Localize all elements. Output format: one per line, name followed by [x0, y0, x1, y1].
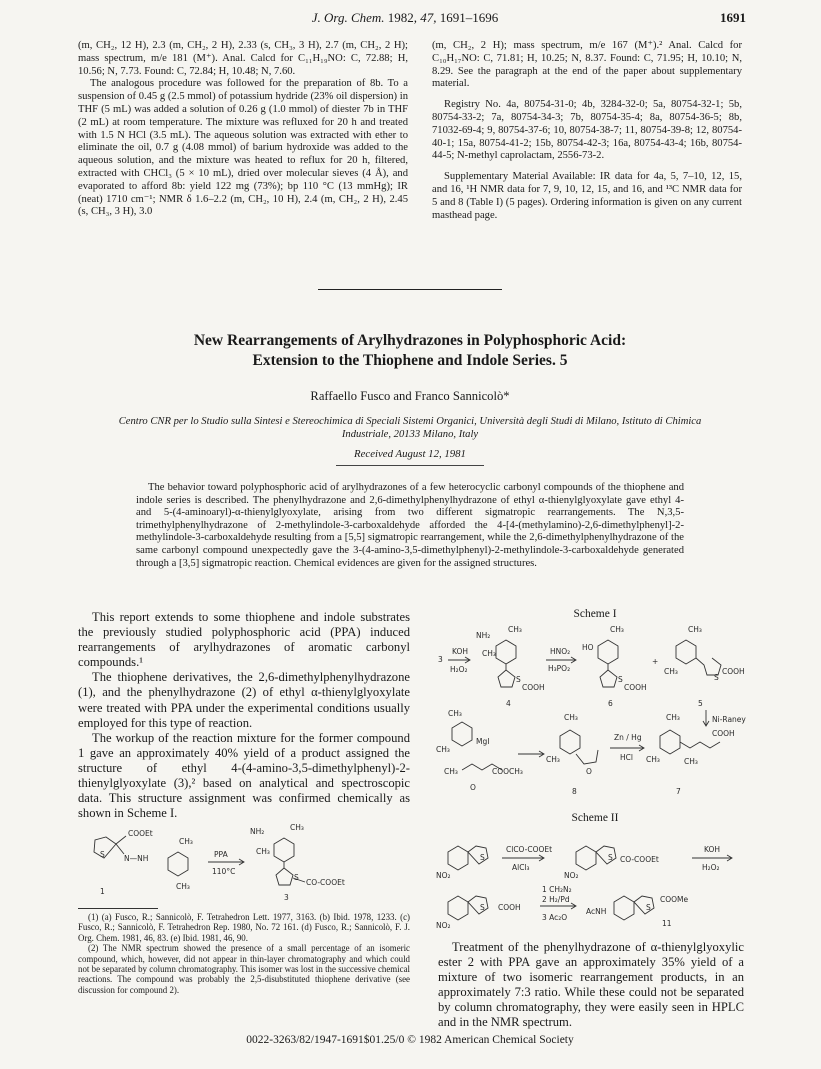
svg-text:COOH: COOH: [624, 683, 647, 692]
svg-text:3 Ac₂O: 3 Ac₂O: [542, 913, 568, 922]
svg-text:KOH: KOH: [452, 647, 469, 656]
thiophene-ring: [498, 664, 515, 687]
svg-text:CO-COOEt: CO-COOEt: [620, 855, 659, 864]
benzene-ring: [576, 846, 596, 870]
article-title: [60, 331, 760, 371]
thiophene-ring: [634, 896, 654, 914]
svg-text:HCl: HCl: [620, 753, 633, 762]
svg-text:110°C: 110°C: [212, 867, 236, 876]
benzene-ring: [660, 730, 680, 754]
paragraph: The thiophene derivatives, the 2,6-dimethylphenylhydrazone (1), and the phenylhydrazone (2) of ethyl α-thienylglyoxylate were treated with PPA under the experimental conditions usually employed for this type of reaction.: [78, 670, 410, 730]
benzene-ring: [452, 722, 472, 746]
svg-text:Ni-Raney: Ni-Raney: [712, 715, 746, 724]
svg-text:6: 6: [608, 699, 613, 708]
journal-citation: J. Org. Chem. 1982, 47, 1691–1696: [311, 10, 499, 25]
svg-text:S: S: [608, 853, 613, 862]
scheme-2-diagram: [436, 830, 746, 930]
paragraph: The analogous procedure was followed for the preparation of 8b. To a suspension of 0.45 g (2.5 mmol) of potassium hydride (23% oil dispersion) in THF (5 mL) was added a solution of 0.26 g (1.0 mmol) of diester 7b in THF (2 mL) at room temperature. The mixture was refluxed for 20 h and treated with 1.5 N HCl (3.5 mL). The aqueous solution was extracted with ether to eliminate the oil, 0.7 g (4.08 mmol) of barium hydroxide was added to the aqueous solution, and the mixture was heated to reflux for 20 h, filtered, extracted with CHCl₃ (5 × 10 mL), dried over molecular sieves (4 Å), and evaporated to afford 8b: yield 122 mg (73%); bp 110 °C (13 mmHg); IR (neat) 1710 cm⁻¹; NMR δ 1.6–2.2 (m, CH₂, 10 H), 2.4 (m, CH₂, 2 H), 2.45 (s, CH₃, 3 H), 3.0: [78, 78, 408, 218]
footnote: (2) The NMR spectrum showed the presence of a small percentage of an isomeric compound, which, however, did not appear in thin-layer chromatography and which could not be separated by column chromatography. This isomer was lost in the successive chemical reactions. The compound was probably the 2,5-disubstituted thiophene derivative (see discussion for compound 2).: [78, 943, 410, 995]
chain-bond: [680, 742, 720, 748]
svg-text:NO₂: NO₂: [436, 921, 451, 930]
reaction-arrow: [208, 859, 244, 865]
reaction-arrow: [518, 751, 544, 757]
thiophene-ring: [468, 846, 488, 864]
benzene-ring: [496, 640, 516, 664]
benzene-ring: [274, 838, 294, 862]
scheme-1-diagram: [436, 624, 746, 802]
thiophene-ring: [276, 862, 293, 885]
svg-text:COOCH₃: COOCH₃: [492, 767, 523, 776]
svg-text:Zn / Hg: Zn / Hg: [614, 733, 642, 742]
svg-text:3: 3: [438, 655, 443, 664]
svg-text:CH₃: CH₃: [646, 755, 660, 764]
svg-text:4: 4: [506, 699, 511, 708]
thiophene-ring: [596, 846, 616, 864]
svg-text:CH₃: CH₃: [610, 625, 624, 634]
svg-text:O: O: [470, 783, 476, 792]
svg-text:ClCO-COOEt: ClCO-COOEt: [506, 845, 553, 854]
lactone-ring: [576, 750, 598, 764]
section-divider: [318, 289, 502, 290]
svg-text:8: 8: [572, 787, 577, 796]
bond: [116, 844, 124, 854]
svg-text:1 CH₂N₂: 1 CH₂N₂: [542, 885, 572, 894]
scheme-2-title: Scheme II: [571, 812, 619, 824]
svg-text:COOH: COOH: [498, 903, 521, 912]
body-left-column: [78, 610, 410, 821]
copyright-footer: 0022-3263/82/1947-1691$01.25/0 © 1982 American Chemical Society: [246, 1034, 574, 1046]
svg-text:S: S: [480, 903, 485, 912]
benzene-ring: [448, 896, 468, 920]
top-left-column: [78, 40, 408, 219]
benzene-ring: [614, 896, 634, 920]
svg-text:3: 3: [284, 893, 289, 902]
footnote-rule: [78, 908, 158, 909]
svg-text:NO₂: NO₂: [436, 871, 451, 880]
svg-text:S: S: [100, 850, 105, 859]
svg-text:S: S: [516, 675, 521, 684]
footnotes: [78, 912, 410, 995]
page-number: 1691: [720, 10, 746, 25]
reaction-arrow: [703, 710, 709, 726]
svg-text:1: 1: [100, 887, 105, 896]
svg-text:CH₃: CH₃: [564, 713, 578, 722]
svg-text:KOH: KOH: [704, 845, 721, 854]
svg-text:CO-COOEt: CO-COOEt: [306, 878, 345, 887]
svg-text:AcNH: AcNH: [586, 907, 607, 916]
authors: Raffaello Fusco and Franco Sannicolò*: [310, 389, 510, 403]
svg-text:CH₃: CH₃: [508, 625, 522, 634]
svg-text:COOH: COOH: [712, 729, 735, 738]
benzene-ring: [168, 852, 188, 876]
reaction-arrow: [546, 657, 576, 663]
svg-text:N—NH: N—NH: [124, 854, 149, 863]
svg-text:+: +: [652, 657, 659, 666]
svg-text:HO: HO: [582, 643, 594, 652]
paragraph: The workup of the reaction mixture for the former compound 1 gave an approximately 40% yield of a product assigned the structure of ethyl 4-(4-amino-3,5-dimethylphenyl)-2-thienylglyoxylate (3),² based on analytical and spectroscopic data. This structure assignment was confirmed chemically as shown in Scheme I.: [78, 730, 410, 821]
svg-text:CH₃: CH₃: [290, 823, 304, 832]
paragraph: (m, CH₂, 2 H); mass spectrum, m/e 167 (M⁺).² Anal. Calcd for C₁₀H₁₇NO: C, 71.81; H, 10.25; N, 8.37. Found: C, 71.95; H, 10.10; N, 8.29. See the paragraph at the end of the paper about supplementary material.: [432, 40, 742, 90]
svg-text:CH₃: CH₃: [436, 745, 450, 754]
benzene-ring: [448, 846, 468, 870]
paragraph: (m, CH₂, 12 H), 2.3 (m, CH₂, 2 H), 2.33 (s, CH₃, 3 H), 2.7 (m, CH₂, 2 H); mass spectrum, m/e 181 (M⁺). Anal. Calcd for C₁₁H₁₉NO: C, 72.88; H, 10.56; N, 7.73. Found: C, 72.84; H, 10.48; N, 7.60.: [78, 40, 408, 77]
registry-paragraph: Registry No. 4a, 80754-31-0; 4b, 3284-32-0; 5a, 80754-32-1; 5b, 80754-33-2; 7a, 80754-34-3; 7b, 80754-35-4; 8a, 80754-36-5; 8b, 71032-69-4; 9, 80754-37-6; 10, 80754-38-7; 11, 80754-39-8; 12, 80754-40-1; 15a, 80754-41-2; 15b, 80754-42-3; 16a, 80754-43-4; 16b, 80754-44-5; N-methyl caprolactam, 2556-73-2.: [432, 99, 742, 162]
svg-text:7: 7: [676, 787, 681, 796]
benzene-ring: [560, 730, 580, 754]
svg-text:NH₂: NH₂: [250, 827, 265, 836]
received-rule: [336, 465, 484, 466]
svg-text:CH₃: CH₃: [546, 755, 560, 764]
svg-text:S: S: [294, 873, 299, 882]
received-date: Received August 12, 1981: [354, 448, 466, 460]
reaction-arrow: [610, 745, 644, 751]
thiophene-ring: [600, 664, 617, 687]
svg-text:MgI: MgI: [476, 737, 490, 746]
thiophene-ring: [468, 896, 488, 914]
title-line: New Rearrangements of Arylhydrazones in Polyphosphoric Acid:: [193, 332, 627, 349]
svg-text:CH₃: CH₃: [444, 767, 458, 776]
svg-text:S: S: [480, 853, 485, 862]
scheme-1-title: Scheme I: [573, 608, 617, 620]
benzene-ring: [598, 640, 618, 664]
svg-text:O: O: [586, 767, 592, 776]
running-header: [64, 10, 746, 26]
svg-text:NH₂: NH₂: [476, 631, 491, 640]
svg-text:CH₃: CH₃: [684, 757, 698, 766]
svg-text:H₂O₂: H₂O₂: [702, 863, 720, 872]
svg-text:H₃PO₂: H₃PO₂: [548, 664, 571, 673]
scheme-equation-1: [78, 822, 410, 902]
title-line: Extension to the Thiophene and Indole Series. 5: [252, 352, 568, 369]
svg-text:CH₃: CH₃: [179, 837, 193, 846]
abstract: The behavior toward polyphosphoric acid of arylhydrazones of a few heterocyclic carbonyl compounds of the thiophene and indole series is described. The phenylhydrazone and 2,6-dimethylphenylhydrazone of ethyl α-thienylglyoxylate gave ethyl 4- and 5-(4-aminoaryl)-α-thienylglyoxylate, arising from two different sigmatropic rearrangements. The N,3,5-trimethylphenylhydrazone of 2-methylindole-3-carboxaldehyde afforded the 4-[4-(methylamino)-2,6-dimethylphenyl]-2-methylindole-3-carboxaldehyde resulting from a [5,5] sigmatropic rearrangement, while the 2,6-dimethylphenylhydrazone of the same carbonyl compound unexpectedly gave the 3-(4-amino-3,5-dimethylphenyl)-2-methylindole-3-carboxaldehyde generated through a [3,5] sigmatropic reaction. Chemical evidences are given for the assigned structures.: [136, 482, 684, 569]
svg-text:COOH: COOH: [722, 667, 745, 676]
svg-text:S: S: [714, 673, 719, 682]
reaction-arrow: [692, 855, 732, 861]
svg-text:CH₃: CH₃: [664, 667, 678, 676]
reaction-arrow: [502, 855, 544, 861]
svg-text:CH₃: CH₃: [666, 713, 680, 722]
svg-text:CH₃: CH₃: [688, 625, 702, 634]
svg-text:S: S: [646, 903, 651, 912]
svg-text:5: 5: [698, 699, 703, 708]
body-right-column: [438, 940, 744, 1031]
top-right-column: [432, 40, 742, 222]
paragraph: This report extends to some thiophene and indole substrates the previously studied polyphosphoric acid (PPA) induced rearrangements of arylhydrazones of aromatic carbonyl compounds.¹: [78, 610, 410, 670]
svg-text:COOH: COOH: [522, 683, 545, 692]
svg-text:CH₃: CH₃: [256, 847, 270, 856]
svg-text:COOMe: COOMe: [660, 895, 689, 904]
svg-text:AlCl₃: AlCl₃: [512, 863, 530, 872]
svg-text:11: 11: [662, 919, 672, 928]
svg-text:CH₃: CH₃: [482, 649, 496, 658]
paragraph: Treatment of the phenylhydrazone of α-thienylglyoxylic ester 2 with PPA gave an approximately 35% yield of a mixture of two isomeric rearrangement products, in an approximately 7:3 ratio. While these could not be separated by column chromatography, they were easily seen in HPLC and in the NMR spectrum.: [438, 940, 744, 1030]
svg-text:PPA: PPA: [214, 850, 228, 859]
svg-text:CH₃: CH₃: [448, 709, 462, 718]
affiliation: Centro CNR per lo Studio sulla Sintesi e Stereochimica di Speciali Sistemi Organici, Università degli Studi di Milano, Istituto di Chimica Industriale, 20133 Milano, Italy: [118, 416, 702, 440]
svg-text:CH₃: CH₃: [176, 882, 190, 891]
svg-text:S: S: [618, 675, 623, 684]
footnote: (1) (a) Fusco, R.; Sannicolò, F. Tetrahedron Lett. 1977, 3163. (b) Ibid. 1978, 1233. (c) Fusco, R.; Sannicolò, F. Tetrahedron Rep. 1980, No. 72 161. (d) Fusco, R.; Sannicolò, F. J. Org. Chem. 1981, 46, 83. (e) Ibid. 1981, 46, 90.: [78, 912, 410, 943]
reaction-arrow: [448, 657, 470, 663]
svg-text:NO₂: NO₂: [564, 871, 579, 880]
svg-text:H₂O₂: H₂O₂: [450, 665, 468, 674]
benzene-ring: [676, 640, 696, 664]
svg-text:COOEt: COOEt: [128, 829, 153, 838]
svg-text:2 H₂/Pd: 2 H₂/Pd: [542, 895, 570, 904]
svg-text:HNO₂: HNO₂: [550, 647, 571, 656]
supplementary-paragraph: Supplementary Material Available: IR data for 4a, 5, 7–10, 12, 15, and 16, ¹H NMR data for 7, 9, 10, 12, 15, and 16, and ¹³C NMR data for 5 and 8 (Table I) (5 pages). Ordering information is given on any current masthead page.: [432, 171, 742, 221]
bond: [116, 836, 126, 844]
thiophene-ring: [94, 837, 116, 858]
